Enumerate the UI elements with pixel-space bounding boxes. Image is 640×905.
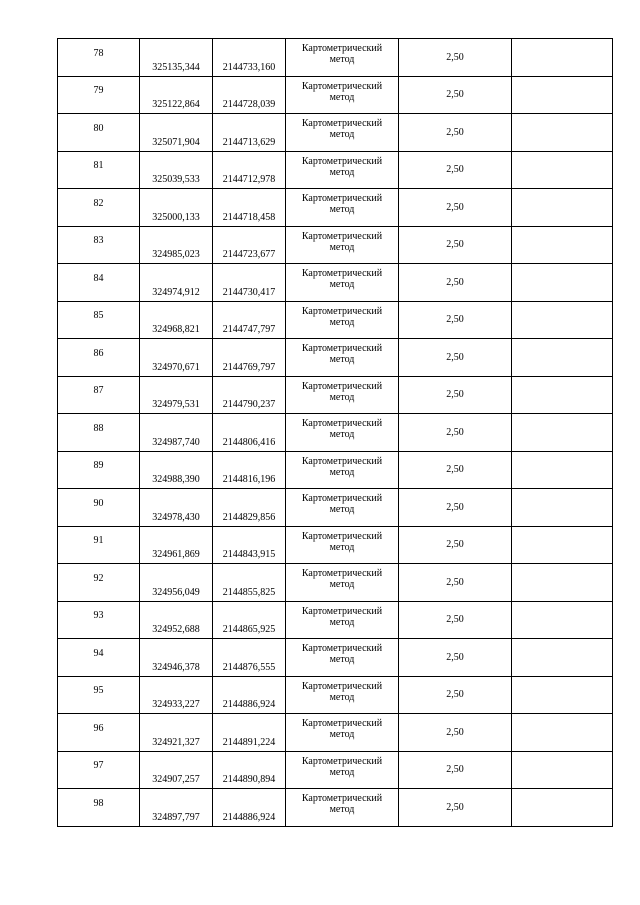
coordinate-y-cell — [213, 601, 286, 639]
table-row — [58, 526, 613, 564]
method-cell — [286, 451, 399, 489]
accuracy-cell — [399, 714, 512, 752]
coordinate-x-cell-text: 324921,327 — [152, 736, 200, 748]
method-cell-text: Картометрический метод — [301, 718, 383, 740]
accuracy-cell-text: 2,50 — [446, 351, 464, 363]
method-cell — [286, 264, 399, 302]
point-number-cell-text: 79 — [93, 85, 104, 97]
note-cell — [512, 376, 613, 414]
accuracy-cell-text: 2,50 — [446, 726, 464, 738]
note-cell — [512, 264, 613, 302]
accuracy-cell-text: 2,50 — [446, 764, 464, 776]
method-cell-text: Картометрический метод — [301, 305, 383, 328]
coordinate-x-cell — [140, 639, 213, 677]
coordinate-x-cell — [140, 226, 213, 264]
coordinate-y-cell — [213, 301, 286, 339]
method-cell — [286, 751, 399, 789]
point-number-cell — [58, 189, 140, 227]
coordinate-y-cell — [213, 339, 286, 377]
coordinate-x-cell-text: 325135,344 — [152, 61, 200, 73]
method-cell-text: Картометрический метод — [301, 605, 383, 628]
accuracy-cell-text: 2,50 — [446, 276, 464, 288]
method-cell-text: Картометрический метод — [301, 268, 383, 290]
coordinate-x-cell-text: 324933,227 — [152, 699, 200, 710]
method-cell-text: Картометрический метод — [301, 155, 383, 178]
accuracy-cell-text: 2,50 — [446, 201, 464, 213]
coordinates-table — [57, 38, 613, 827]
accuracy-cell-text: 2,50 — [446, 126, 464, 138]
method-cell — [286, 114, 399, 152]
accuracy-cell-text: 2,50 — [446, 539, 464, 551]
coordinate-y-cell — [213, 226, 286, 264]
accuracy-cell — [399, 189, 512, 227]
coordinate-x-cell-text: 324907,257 — [152, 774, 200, 785]
accuracy-cell-text: 2,50 — [446, 689, 464, 701]
method-cell-text: Картометрический метод — [301, 230, 383, 253]
coordinate-x-cell-text: 324985,023 — [152, 249, 200, 260]
point-number-cell-text: 86 — [93, 347, 104, 359]
table-row — [58, 114, 613, 152]
coordinate-y-cell-text: 2144890,894 — [222, 774, 276, 785]
coordinate-x-cell — [140, 151, 213, 189]
point-number-cell — [58, 564, 140, 602]
coordinate-y-cell-text: 2144733,160 — [222, 61, 276, 73]
accuracy-cell-text: 2,50 — [446, 801, 464, 813]
method-cell — [286, 789, 399, 827]
point-number-cell — [58, 264, 140, 302]
table-row — [58, 339, 613, 377]
point-number-cell — [58, 526, 140, 564]
coordinate-y-cell-text: 2144886,924 — [222, 811, 276, 823]
coordinate-y-cell — [213, 39, 286, 77]
method-cell-text: Картометрический метод — [301, 455, 383, 478]
table-row — [58, 489, 613, 527]
note-cell — [512, 339, 613, 377]
accuracy-cell-text: 2,50 — [446, 501, 464, 513]
coordinate-y-cell-text: 2144728,039 — [222, 99, 276, 110]
accuracy-cell-text: 2,50 — [446, 464, 464, 476]
point-number-cell — [58, 226, 140, 264]
accuracy-cell — [399, 789, 512, 827]
table-row — [58, 76, 613, 114]
point-number-cell — [58, 751, 140, 789]
accuracy-cell — [399, 451, 512, 489]
coordinate-x-cell-text: 324956,049 — [152, 586, 200, 598]
coordinate-x-cell — [140, 714, 213, 752]
accuracy-cell-text: 2,50 — [446, 576, 464, 588]
coordinate-y-cell-text: 2144806,416 — [222, 436, 276, 448]
point-number-cell — [58, 76, 140, 114]
point-number-cell-text: 88 — [93, 422, 104, 434]
coordinate-y-cell-text: 2144843,915 — [222, 549, 276, 560]
method-cell-text: Картометрический метод — [301, 118, 383, 140]
table-row — [58, 301, 613, 339]
note-cell — [512, 114, 613, 152]
method-cell-text: Картометрический метод — [301, 80, 383, 103]
coordinate-y-cell — [213, 714, 286, 752]
coordinate-y-cell — [213, 789, 286, 827]
point-number-cell-text: 85 — [93, 310, 104, 322]
accuracy-cell — [399, 76, 512, 114]
coordinate-x-cell — [140, 751, 213, 789]
point-number-cell-text: 83 — [93, 235, 104, 247]
coordinate-x-cell-text: 325122,864 — [152, 99, 200, 110]
coordinate-x-cell-text: 325000,133 — [152, 211, 200, 223]
table-row — [58, 376, 613, 414]
accuracy-cell — [399, 526, 512, 564]
coordinate-y-cell-text: 2144712,978 — [222, 174, 276, 185]
point-number-cell — [58, 676, 140, 714]
coordinate-y-cell-text: 2144747,797 — [222, 324, 276, 335]
note-cell — [512, 526, 613, 564]
table-row — [58, 639, 613, 677]
table-row — [58, 751, 613, 789]
coordinate-y-cell — [213, 564, 286, 602]
table-row — [58, 264, 613, 302]
point-number-cell — [58, 39, 140, 77]
accuracy-cell — [399, 151, 512, 189]
method-cell — [286, 189, 399, 227]
method-cell-text: Картометрический метод — [301, 680, 383, 703]
point-number-cell — [58, 301, 140, 339]
coordinate-y-cell — [213, 676, 286, 714]
point-number-cell — [58, 639, 140, 677]
method-cell-text: Картометрический метод — [301, 380, 383, 403]
accuracy-cell — [399, 264, 512, 302]
coordinate-y-cell — [213, 114, 286, 152]
coordinate-y-cell-text: 2144718,458 — [222, 211, 276, 223]
method-cell-text: Картометрический метод — [301, 193, 383, 215]
method-cell-text: Картометрический метод — [301, 793, 383, 815]
coordinate-x-cell-text: 324979,531 — [152, 399, 200, 410]
coordinate-y-cell — [213, 526, 286, 564]
coordinate-x-cell — [140, 451, 213, 489]
note-cell — [512, 639, 613, 677]
method-cell — [286, 414, 399, 452]
note-cell — [512, 489, 613, 527]
accuracy-cell — [399, 339, 512, 377]
note-cell — [512, 676, 613, 714]
method-cell-text: Картометрический метод — [301, 530, 383, 553]
point-number-cell-text: 94 — [93, 647, 104, 659]
coordinate-y-cell — [213, 151, 286, 189]
table-row — [58, 601, 613, 639]
coordinate-x-cell — [140, 301, 213, 339]
coordinate-x-cell-text: 324974,912 — [152, 286, 200, 298]
coordinate-x-cell — [140, 189, 213, 227]
coordinate-x-cell-text: 325071,904 — [152, 136, 200, 148]
point-number-cell — [58, 151, 140, 189]
method-cell — [286, 226, 399, 264]
accuracy-cell — [399, 676, 512, 714]
point-number-cell — [58, 114, 140, 152]
point-number-cell — [58, 489, 140, 527]
coordinate-y-cell-text: 2144876,555 — [222, 661, 276, 673]
coordinate-x-cell — [140, 76, 213, 114]
note-cell — [512, 226, 613, 264]
accuracy-cell-text: 2,50 — [446, 426, 464, 438]
coordinate-x-cell — [140, 601, 213, 639]
table-row — [58, 451, 613, 489]
point-number-cell — [58, 339, 140, 377]
method-cell — [286, 376, 399, 414]
coordinate-y-cell-text: 2144855,825 — [222, 586, 276, 598]
accuracy-cell — [399, 376, 512, 414]
point-number-cell-text: 97 — [93, 760, 104, 772]
coordinate-y-cell-text: 2144891,224 — [222, 736, 276, 748]
coordinate-x-cell-text: 324970,671 — [152, 361, 200, 373]
method-cell — [286, 639, 399, 677]
coordinate-x-cell-text: 324897,797 — [152, 811, 200, 823]
point-number-cell-text: 96 — [93, 722, 104, 734]
accuracy-cell — [399, 601, 512, 639]
coordinate-x-cell-text: 324952,688 — [152, 624, 200, 635]
coordinate-y-cell-text: 2144886,924 — [222, 699, 276, 710]
coordinate-y-cell — [213, 489, 286, 527]
coordinate-x-cell — [140, 114, 213, 152]
coordinate-y-cell-text: 2144865,925 — [222, 624, 276, 635]
coordinate-y-cell — [213, 639, 286, 677]
table-row — [58, 39, 613, 77]
accuracy-cell-text: 2,50 — [446, 314, 464, 326]
point-number-cell-text: 80 — [93, 122, 104, 134]
point-number-cell-text: 89 — [93, 460, 104, 472]
note-cell — [512, 451, 613, 489]
accuracy-cell-text: 2,50 — [446, 614, 464, 626]
coordinate-x-cell — [140, 376, 213, 414]
note-cell — [512, 564, 613, 602]
method-cell — [286, 676, 399, 714]
table-row — [58, 226, 613, 264]
coordinate-x-cell-text: 324978,430 — [152, 511, 200, 523]
accuracy-cell — [399, 114, 512, 152]
point-number-cell-text: 95 — [93, 685, 104, 697]
point-number-cell-text: 98 — [93, 797, 104, 809]
accuracy-cell — [399, 226, 512, 264]
point-number-cell — [58, 414, 140, 452]
note-cell — [512, 151, 613, 189]
point-number-cell-text: 87 — [93, 385, 104, 397]
point-number-cell-text: 93 — [93, 610, 104, 622]
point-number-cell — [58, 714, 140, 752]
coordinate-x-cell — [140, 489, 213, 527]
note-cell — [512, 789, 613, 827]
coordinate-x-cell-text: 324961,869 — [152, 549, 200, 560]
point-number-cell — [58, 789, 140, 827]
coordinate-y-cell-text: 2144723,677 — [222, 249, 276, 260]
method-cell — [286, 301, 399, 339]
point-number-cell-text: 78 — [93, 47, 104, 59]
coordinate-y-cell — [213, 414, 286, 452]
coordinate-x-cell — [140, 39, 213, 77]
coordinate-x-cell — [140, 264, 213, 302]
coordinate-y-cell — [213, 189, 286, 227]
coordinates-table-body — [58, 39, 613, 827]
table-row — [58, 676, 613, 714]
note-cell — [512, 751, 613, 789]
table-row — [58, 714, 613, 752]
method-cell — [286, 564, 399, 602]
point-number-cell-text: 92 — [93, 572, 104, 584]
method-cell-text: Картометрический метод — [301, 43, 383, 65]
note-cell — [512, 714, 613, 752]
accuracy-cell-text: 2,50 — [446, 239, 464, 251]
table-row — [58, 564, 613, 602]
method-cell — [286, 489, 399, 527]
note-cell — [512, 76, 613, 114]
point-number-cell-text: 84 — [93, 272, 104, 284]
coordinate-y-cell-text: 2144769,797 — [222, 361, 276, 373]
coordinate-x-cell — [140, 564, 213, 602]
method-cell — [286, 76, 399, 114]
accuracy-cell-text: 2,50 — [446, 51, 464, 63]
coordinate-x-cell — [140, 339, 213, 377]
accuracy-cell — [399, 489, 512, 527]
table-row — [58, 789, 613, 827]
point-number-cell-text: 91 — [93, 535, 104, 547]
coordinate-x-cell-text: 324988,390 — [152, 474, 200, 485]
point-number-cell-text: 90 — [93, 497, 104, 509]
note-cell — [512, 39, 613, 77]
method-cell — [286, 39, 399, 77]
accuracy-cell-text: 2,50 — [446, 89, 464, 101]
method-cell-text: Картометрический метод — [301, 643, 383, 665]
note-cell — [512, 189, 613, 227]
method-cell-text: Картометрический метод — [301, 418, 383, 440]
point-number-cell — [58, 451, 140, 489]
coordinate-y-cell-text: 2144829,856 — [222, 511, 276, 523]
accuracy-cell — [399, 39, 512, 77]
coordinate-x-cell-text: 324968,821 — [152, 324, 200, 335]
note-cell — [512, 301, 613, 339]
coordinate-x-cell — [140, 676, 213, 714]
coordinate-x-cell-text: 324946,378 — [152, 661, 200, 673]
coordinate-y-cell — [213, 376, 286, 414]
accuracy-cell-text: 2,50 — [446, 164, 464, 176]
table-row — [58, 151, 613, 189]
method-cell-text: Картометрический метод — [301, 343, 383, 365]
accuracy-cell — [399, 751, 512, 789]
accuracy-cell-text: 2,50 — [446, 651, 464, 663]
method-cell-text: Картометрический метод — [301, 755, 383, 778]
coordinate-x-cell-text: 324987,740 — [152, 436, 200, 448]
point-number-cell — [58, 376, 140, 414]
point-number-cell-text: 82 — [93, 197, 104, 209]
coordinate-y-cell — [213, 264, 286, 302]
accuracy-cell — [399, 564, 512, 602]
point-number-cell-text: 81 — [93, 160, 104, 172]
coordinate-x-cell — [140, 789, 213, 827]
method-cell — [286, 339, 399, 377]
method-cell — [286, 601, 399, 639]
accuracy-cell — [399, 414, 512, 452]
table-row — [58, 189, 613, 227]
method-cell — [286, 526, 399, 564]
note-cell — [512, 414, 613, 452]
method-cell — [286, 714, 399, 752]
method-cell-text: Картометрический метод — [301, 568, 383, 590]
coordinate-y-cell-text: 2144713,629 — [222, 136, 276, 148]
note-cell — [512, 601, 613, 639]
coordinate-x-cell — [140, 526, 213, 564]
table-row — [58, 414, 613, 452]
coordinate-x-cell-text: 325039,533 — [152, 174, 200, 185]
coordinate-y-cell-text: 2144790,237 — [222, 399, 276, 410]
coordinate-y-cell-text: 2144816,196 — [222, 474, 276, 485]
method-cell-text: Картометрический метод — [301, 493, 383, 515]
point-number-cell — [58, 601, 140, 639]
method-cell — [286, 151, 399, 189]
accuracy-cell — [399, 301, 512, 339]
accuracy-cell-text: 2,50 — [446, 389, 464, 401]
accuracy-cell — [399, 639, 512, 677]
coordinate-y-cell — [213, 451, 286, 489]
coordinate-x-cell — [140, 414, 213, 452]
coordinate-y-cell-text: 2144730,417 — [222, 286, 276, 298]
coordinate-y-cell — [213, 76, 286, 114]
coordinate-y-cell — [213, 751, 286, 789]
